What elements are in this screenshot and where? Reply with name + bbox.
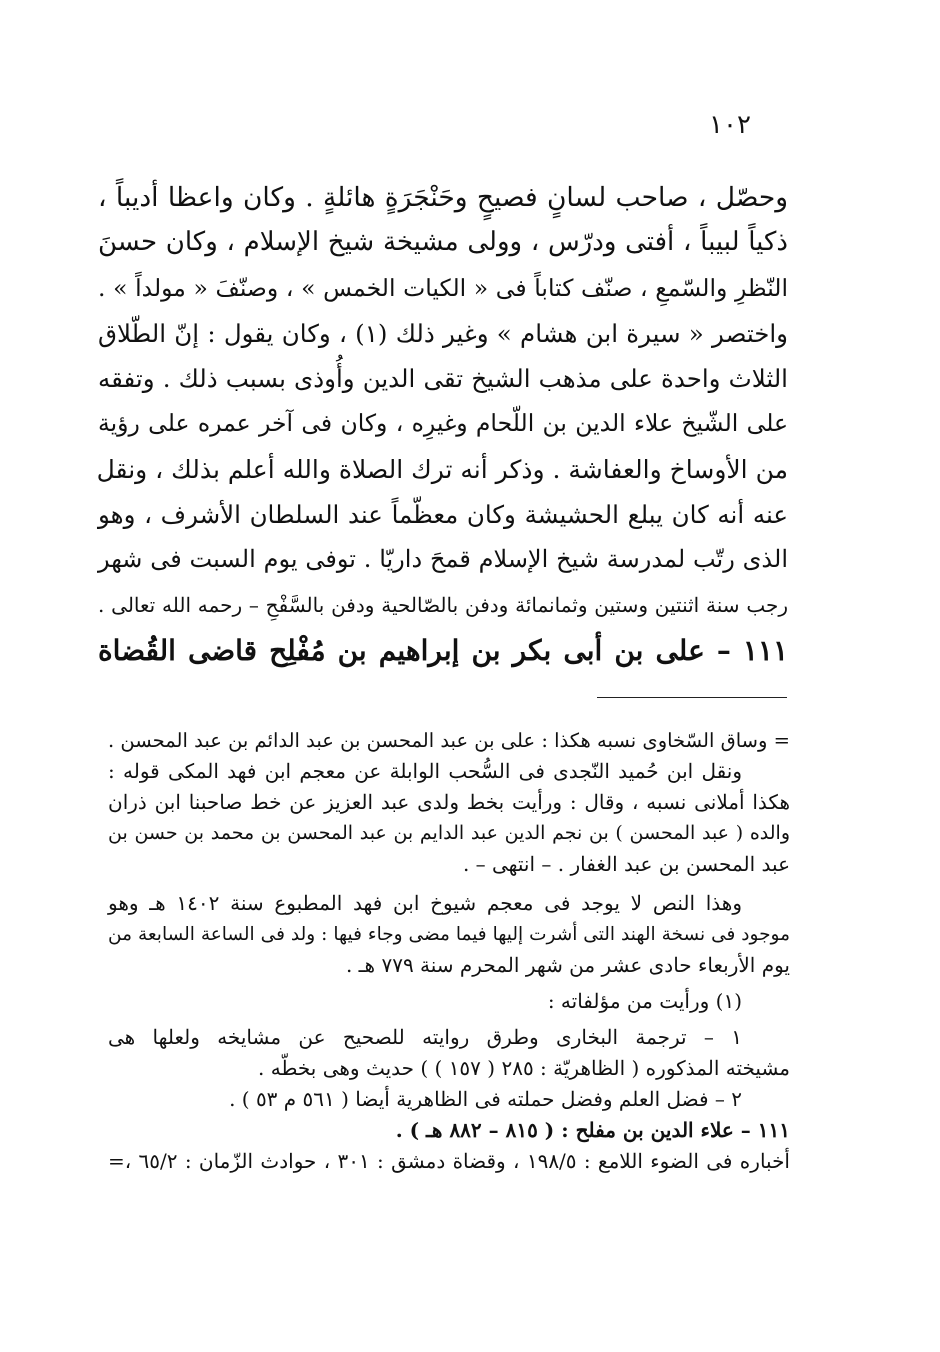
main-text-line: من الأوساخ والعفاشة . وذكر أنه ترك الصلاة والله أعلم بذلك ، ونقل (96, 454, 788, 484)
main-text-line: على الشّيخ علاء الدين بن اللّحام وغيرِه ، وكان فى آخر عمره على رؤية (98, 409, 788, 438)
main-text-line: النّظرِ والسّمعِ ، صنّف كتاباً فى « الكيات الخمس » ، وصنّفَ « مولداً » . (98, 273, 788, 302)
main-text-line: عنه أنه كان يبلع الحشيشة وكان معظّماً عند السلطان الأشرف ، وهو (98, 500, 788, 530)
footnote-line: يوم الأربعاء حادى عشر من شهر المحرم سنة ٧٧٩ هـ . (345, 953, 790, 977)
footnote-line: ١١١ – علاء الدين بن مفلح : ( ٨١٥ – ٨٨٢ هـ ) . (395, 1118, 790, 1142)
main-text-line: الذى رتّب لمدرسة شيخ الإسلام قمحَ داريّا . توفى يوم السبت فى شهر (98, 545, 788, 574)
footnote-line: أخباره فى الضوء اللامع : ١٩٨/٥ ، وقضاة دمشق : ٣٠١ ، حوادث الزّمان : ٦٥/٢ ،= (108, 1149, 790, 1173)
main-text-line: الثلاث واحدة على مذهب الشيخ تقى الدين وأُوذى بسبب ذلك . وتفقه (98, 364, 788, 394)
entry-heading: ١١١ – على بن أبى بكر بن إبراهيم بن مُفْلِح قاضى القُضاة (98, 633, 788, 667)
main-text-line: ذكياً لبيباً ، أفتى ودرّس ، وولى مشيخة شيخ الإسلام ، وكان حسنَ (98, 227, 788, 258)
footnote-line: مشيخته المذكوره ( الظاهريّة : ٢٨٥ ( ١٥٧ ) ) حديث وهى بخطّه . (258, 1056, 790, 1080)
main-text-line: وحصّل ، صاحب لسانٍ فصيحٍ وحَنْجَرَةٍ هائلةٍ . وكان واعظا أديباً ، (98, 182, 788, 213)
footnote-line: ونقل ابن حُميد النّجدى فى السُّحب الوابلة عن معجم ابن فهد المكى قوله : (108, 759, 742, 783)
main-text (98, 175, 788, 673)
footnote-line: هكذا أملانى نسبه ، وقال : ورأيت بخط ولدى عبد العزيز عن خط صاحبنا ابن ذران (108, 790, 790, 814)
main-text-line: رجب سنة اثنتين وستين وثمانمائة ودفن بالصّالحية ودفن بالسَّفْحِ – رحمه الله تعالى . (98, 592, 788, 617)
page-number: ١٠٢ (709, 110, 751, 140)
footnote-line: والده ( عبد المحسن ) بن نجم الدين عبد الدايم بن عبد المحسن بن محمد بن حسن بن (108, 822, 790, 844)
footnote-line: عبد المحسن بن عبد الغفار . – انتهى – . (462, 852, 790, 876)
footnote-line: وهذا النص لا يوجد فى معجم شيوخ ابن فهد المطبوع سنة ١٤٠٢ هـ وهو (108, 891, 742, 915)
footnote-line: ١ – ترجمة البخارى وطرق روايته للصحيح عن مشايخه ولعلها هى (108, 1025, 742, 1049)
main-text-line: واختصر « سيرة ابن هشام » وغير ذلك (١) ، وكان يقول : إنّ الطّلاق (98, 318, 788, 348)
footnote-line: موجود فى نسخة الهند التى أشرت إليها فيما مضى وجاء فيها : ولد فى الساعة السابعة من (108, 924, 790, 945)
footnote-line: ٢ – فضل العلم وفضل حملته فى الظاهرية أيضا ( ٥٦١ م ٥٣ ) . (229, 1087, 742, 1111)
footnote-line: (١) ورأيت من مؤلفاته : (547, 989, 742, 1013)
footnote-line: = وساق السّخاوى نسبه هكذا : على بن عبد المحسن بن عبد الدائم بن عبد المحسن . (108, 729, 790, 752)
footnote-separator (597, 697, 787, 698)
footnotes (108, 725, 790, 1177)
